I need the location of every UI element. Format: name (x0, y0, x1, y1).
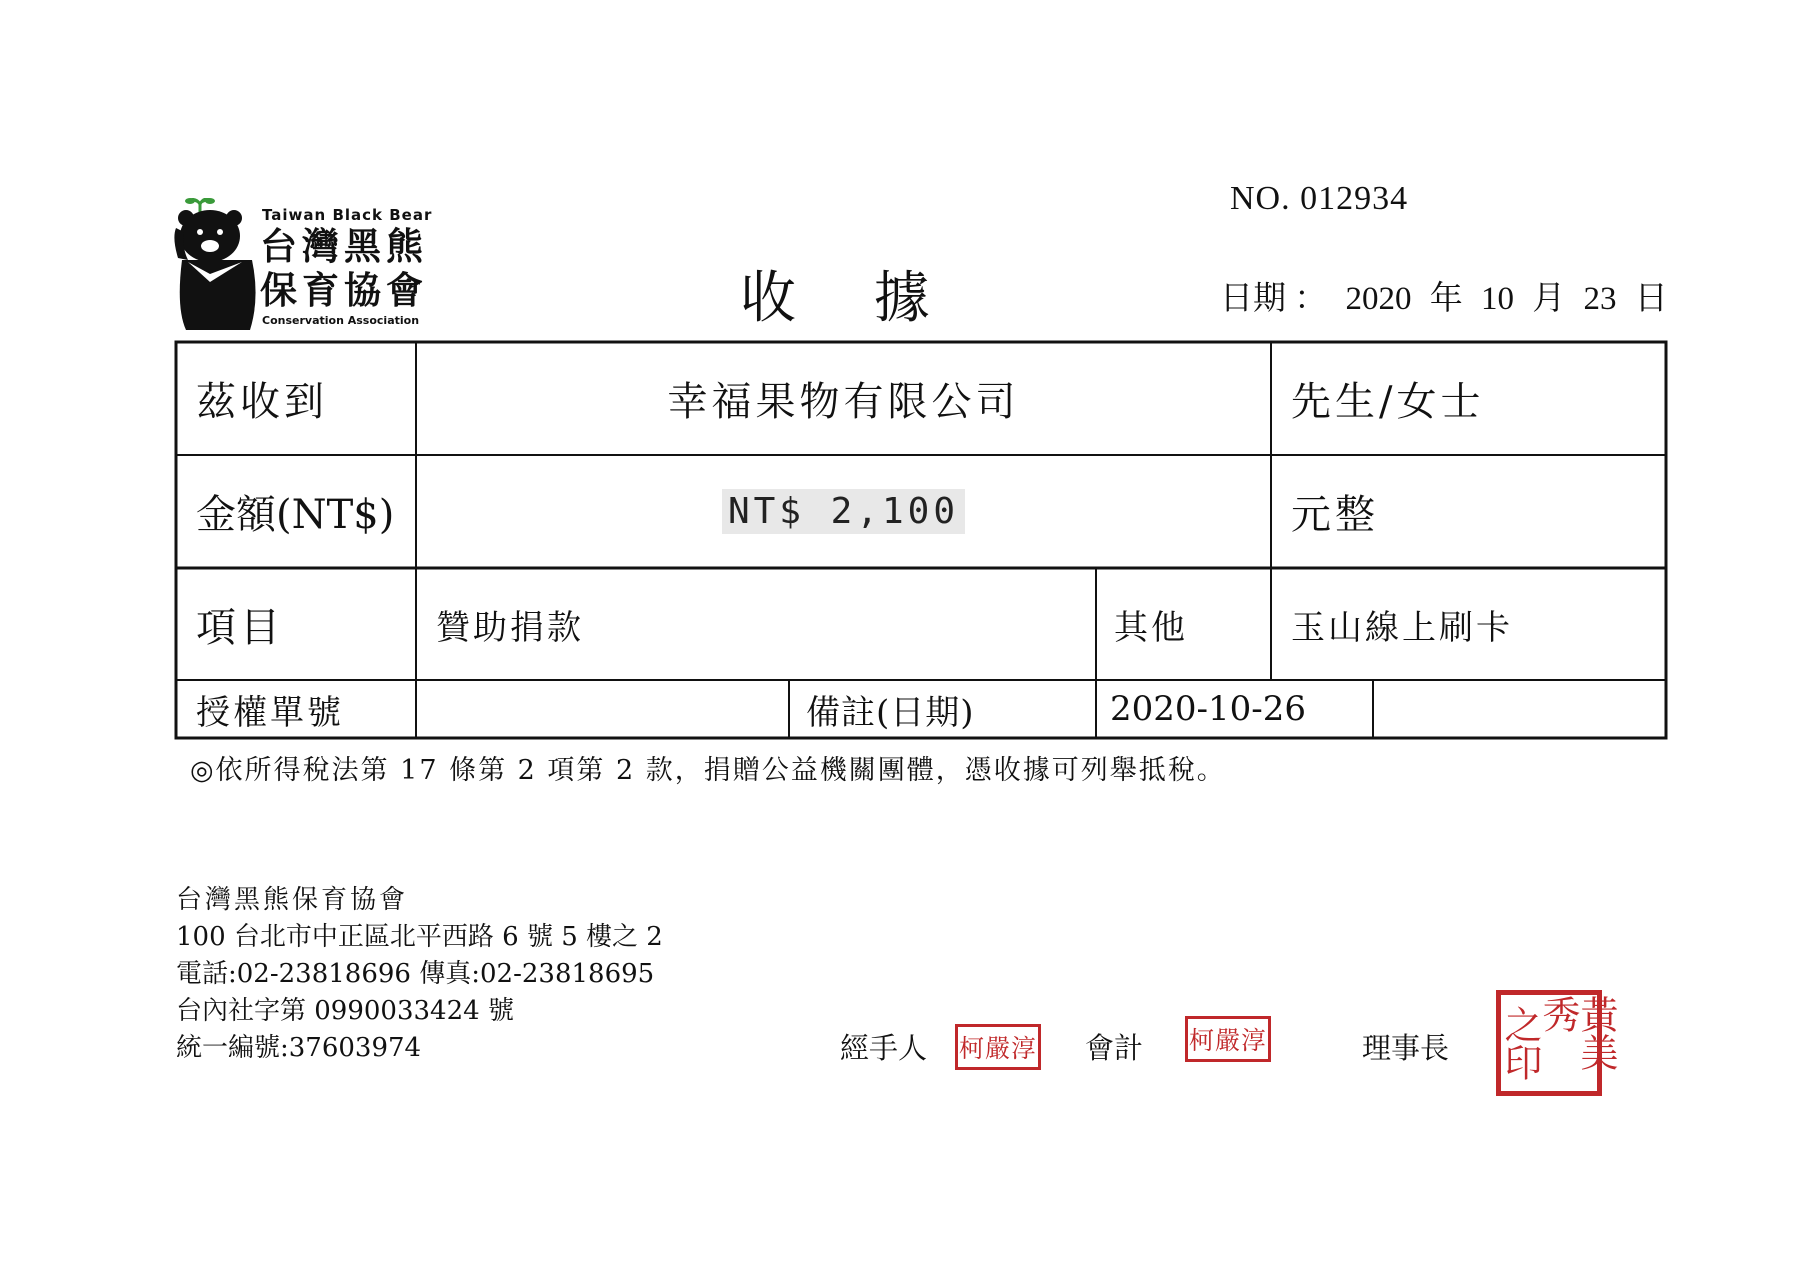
logo-subtitle: Conservation Association (262, 314, 420, 327)
remark-label-cell (806, 680, 1096, 738)
received-from-value-cell (416, 342, 1271, 455)
date-year: 2020 (1345, 281, 1412, 317)
accountant-label: 會計 (1085, 1031, 1144, 1065)
chairman-label: 理事長 (1362, 1031, 1450, 1065)
org-registration: 台內社字第 0990033424 號 (176, 996, 514, 1026)
other-value: 玉山線上刷卡 (1291, 607, 1513, 648)
handler-label: 經手人 (840, 1031, 928, 1065)
amount-value-cell (416, 455, 1271, 568)
tax-deduction-note: ◎依所得稅法第 17 條第 2 項第 2 款，捐贈公益機關團體，憑收據可列舉抵稅。 (190, 755, 1226, 786)
item-value: 贊助捐款 (436, 607, 584, 648)
last-value-cell (1383, 680, 1666, 738)
logo-chinese-name-line1: 台灣黑熊 (260, 225, 428, 268)
received-from-label-cell (196, 342, 416, 455)
amount-value: NT$ 2,100 (722, 489, 965, 534)
receipt-number: NO. 012934 (1230, 180, 1409, 217)
handler-seal: 柯嚴淳 (955, 1024, 1041, 1070)
auth-value-cell (430, 680, 789, 738)
received-from-suffix-cell (1291, 342, 1666, 455)
organization-info (176, 882, 663, 1067)
org-address: 100 台北市中正區北平西路 6 號 5 樓之 2 (176, 922, 663, 952)
amount-suffix-cell (1291, 455, 1666, 568)
amount-label-cell (196, 455, 416, 568)
item-label-cell (196, 568, 416, 680)
date-day: 23 (1583, 281, 1617, 317)
received-from-value: 幸福果物有限公司 (667, 379, 1020, 425)
item-value-cell (436, 568, 1096, 680)
remark-label: 備註(日期) (806, 692, 975, 733)
org-tax-id: 統一編號:37603974 (176, 1033, 422, 1063)
date-day-unit: 日 (1634, 281, 1668, 317)
received-from-suffix: 先生/女士 (1291, 379, 1485, 425)
org-name: 台灣黑熊保育協會 (176, 885, 409, 915)
item-label: 項目 (196, 604, 284, 651)
logo-english-name: Taiwan Black Bear (262, 206, 433, 224)
auth-label: 授權單號 (196, 692, 344, 733)
chairman-seal-left: 黃美秀 (1536, 995, 1618, 1071)
amount-suffix: 元整 (1291, 492, 1379, 538)
date-label: 日期 ： (1220, 281, 1328, 317)
date-month-unit: 月 (1532, 281, 1566, 317)
amount-label: 金額(NT$) (196, 492, 395, 538)
other-label-cell (1114, 568, 1271, 680)
date-month: 10 (1481, 281, 1514, 317)
document-title: 收 據 (740, 266, 960, 331)
date-year-unit: 年 (1429, 281, 1463, 317)
received-from-label: 茲收到 (196, 379, 328, 425)
accountant-seal: 柯嚴淳 (1185, 1016, 1271, 1062)
auth-label-cell (196, 680, 416, 738)
logo-chinese-name-line2: 保育協會 (260, 269, 428, 312)
remark-value-cell (1110, 680, 1373, 738)
other-label: 其他 (1114, 607, 1188, 648)
chairman-seal-right: 之印 (1498, 1005, 1542, 1081)
remark-value: 2020-10-26 (1110, 689, 1307, 729)
other-value-cell (1291, 568, 1666, 680)
chairman-seal (1496, 990, 1618, 1096)
org-phone-fax: 電話:02-23818696 傳真:02-23818695 (176, 959, 655, 989)
